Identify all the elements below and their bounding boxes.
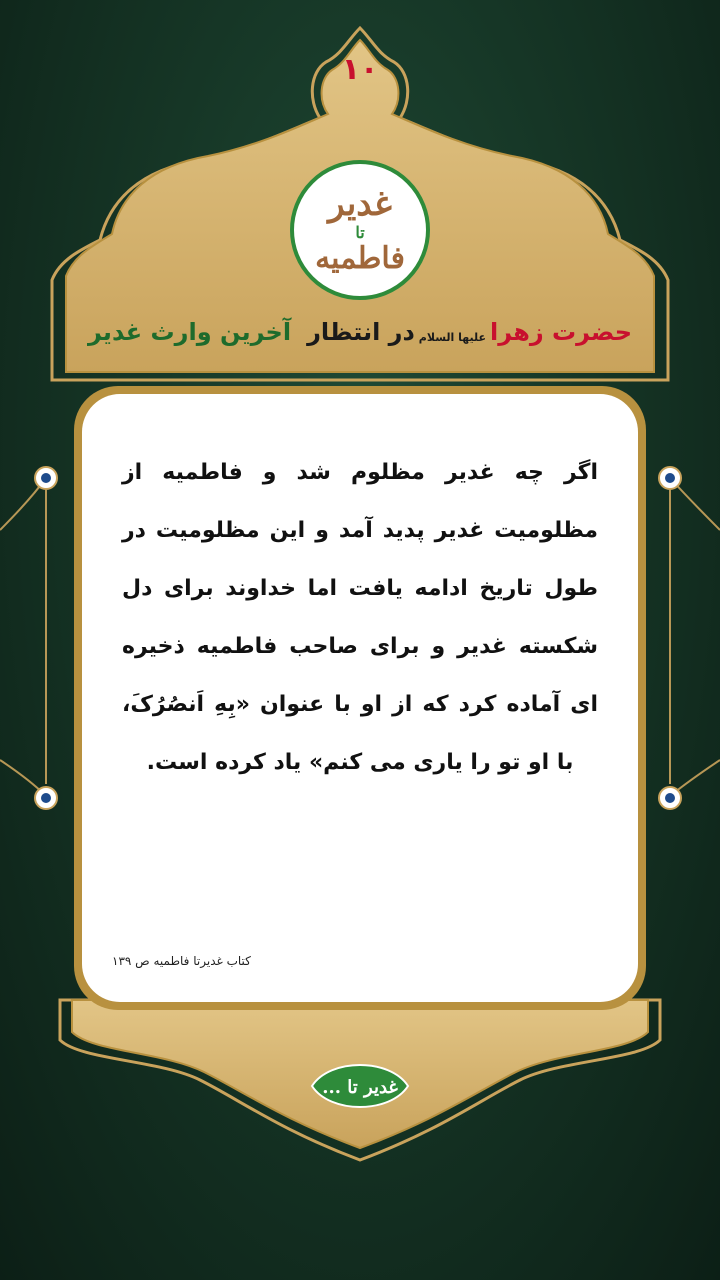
side-medallion-icon <box>658 466 682 490</box>
bottom-logo <box>310 1052 410 1122</box>
title-part3: آخرین وارث غدیر <box>88 318 292 346</box>
body-text: اگر چه غدیر مظلوم شد و فاطمیه از مظلومیت غدیر پدید آمد و این مظلومیت در طول تاریخ ادامه یافت اما خداوند برای دل شکسته غدیر و برای صاحب فاطمیه ذخیره ای آماده کرد که از او با عنوان «بِهِ اَنصُرُکَ، با او تو را یاری می کنم» یاد کرده است. <box>122 460 598 775</box>
title-part2: در انتظار <box>307 318 415 346</box>
title-honorific: علیها السلام <box>418 331 487 344</box>
bottom-logo-text: غدیر تا ... <box>322 1076 398 1098</box>
side-medallion-icon <box>34 786 58 810</box>
source-citation: کتاب غدیرتا فاطمیه ص ۱۳۹ <box>112 954 251 968</box>
content-card <box>82 394 638 1002</box>
logo-line1: غدیر <box>328 183 392 224</box>
side-medallion-icon <box>658 786 682 810</box>
side-medallion-icon <box>34 466 58 490</box>
logo-small: تا <box>355 222 365 242</box>
title-part1: حضرت زهرا <box>490 318 632 346</box>
page-number: ۱۰ <box>341 52 379 87</box>
gadir-fatemieh-logo <box>290 160 430 300</box>
logo-line2: فاطمیه <box>315 240 405 276</box>
page-title <box>68 304 652 360</box>
